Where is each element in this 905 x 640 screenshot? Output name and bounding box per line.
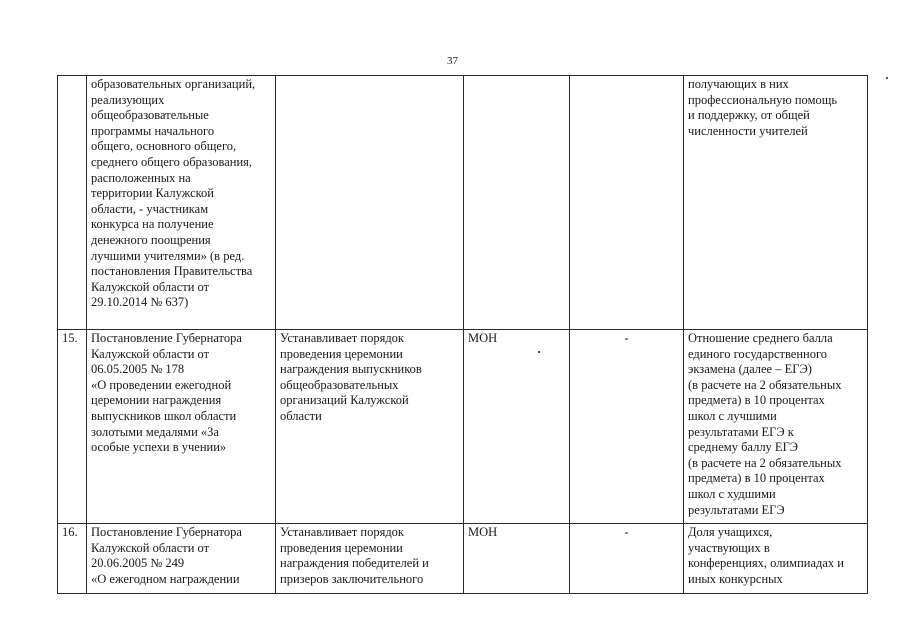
page-number: 37 xyxy=(447,55,458,67)
row-number-cell: 15. xyxy=(58,330,87,524)
purpose-cell: Устанавливает порядок проведения церемонии награждения выпускников общеобразовательных организаций Калужской области xyxy=(276,330,464,524)
table-row xyxy=(58,524,868,594)
indicator-cell: получающих в них профессиональную помощь и поддержку, от общей численности учителей xyxy=(684,76,868,330)
funding-cell: - xyxy=(570,330,684,524)
scan-speck xyxy=(886,77,888,79)
executor-cell xyxy=(464,76,570,330)
indicator-cell: Доля учащихся, участвующих в конференциях, олимпиадах и иных конкурсных xyxy=(684,524,868,594)
executor-cell: МОН xyxy=(464,524,570,594)
purpose-cell xyxy=(276,76,464,330)
scan-speck xyxy=(538,351,540,353)
row-number-cell xyxy=(58,76,87,330)
table-body xyxy=(58,76,868,594)
document-cell: Постановление Губернатора Калужской области от 06.05.2005 № 178 «О проведении ежегодной церемонии награждения выпускников школ области золотыми медалями «За особые успехи в учении» xyxy=(87,330,276,524)
row-number-cell: 16. xyxy=(58,524,87,594)
purpose-cell: Устанавливает порядок проведения церемонии награждения победителей и призеров заключительного xyxy=(276,524,464,594)
document-cell: Постановление Губернатора Калужской области от 20.06.2005 № 249 «О ежегодном награждении xyxy=(87,524,276,594)
indicator-cell: Отношение среднего балла единого государственного экзамена (далее – ЕГЭ) (в расчете на 2 обязательных предмета) в 10 процентах школ с лучшими результатами ЕГЭ к среднему баллу ЕГЭ (в расчете на 2 обязательных предмета) в 10 процентах школ с худшими результатами ЕГЭ xyxy=(684,330,868,524)
regulations-table xyxy=(57,75,868,594)
funding-cell: - xyxy=(570,524,684,594)
table-row xyxy=(58,330,868,524)
table-row xyxy=(58,76,868,330)
funding-cell xyxy=(570,76,684,330)
executor-cell: МОН xyxy=(464,330,570,524)
document-cell: образовательных организаций, реализующих общеобразовательные программы начального общего, основного общего, среднего общего образования, расположенных на территории Калужской области, - участникам конкурса на получение денежного поощрения лучшими учителями» (в ред. постановления Правительства Калужской области от 29.10.2014 № 637) xyxy=(87,76,276,330)
